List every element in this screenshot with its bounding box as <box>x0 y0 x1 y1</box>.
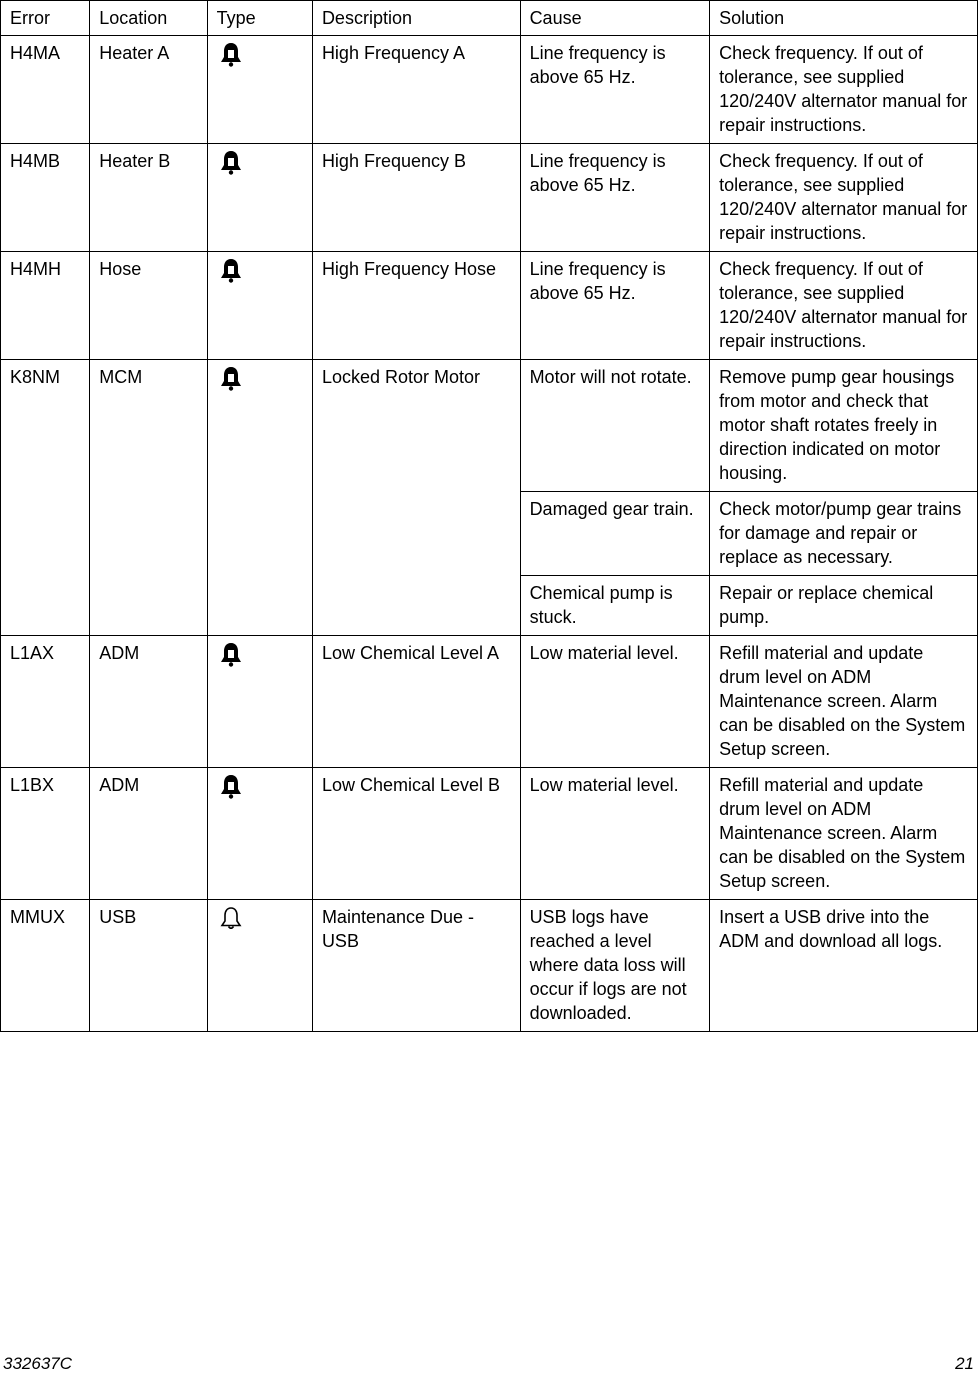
header-solution: Solution <box>710 1 978 36</box>
description: Locked Rotor Motor <box>312 360 520 636</box>
type-cell <box>207 252 312 360</box>
alarm-bell-icon <box>218 149 244 175</box>
advisory-bell-icon <box>218 905 244 931</box>
cause: Motor will not rotate. <box>520 360 710 492</box>
error-code: H4MB <box>1 144 90 252</box>
description: High Frequency B <box>312 144 520 252</box>
table-row <box>1 252 978 360</box>
document-number: 332637C <box>3 1354 73 1373</box>
location: Heater B <box>90 144 207 252</box>
solution: Check frequency. If out of tolerance, see supplied 120/240V alternator manual for repair instructions. <box>710 252 978 360</box>
type-cell <box>207 36 312 144</box>
cause: Line frequency is above 65 Hz. <box>520 252 710 360</box>
solution: Insert a USB drive into the ADM and download all logs. <box>710 900 978 1032</box>
error-code: L1AX <box>1 636 90 768</box>
table-row <box>1 36 978 144</box>
type-cell <box>207 900 312 1032</box>
description: Low Chemical Level A <box>312 636 520 768</box>
cause: USB logs have reached a level where data loss will occur if logs are not downloaded. <box>520 900 710 1032</box>
location: USB <box>90 900 207 1032</box>
error-code: H4MA <box>1 36 90 144</box>
solution: Check frequency. If out of tolerance, see supplied 120/240V alternator manual for repair instructions. <box>710 144 978 252</box>
cause: Line frequency is above 65 Hz. <box>520 144 710 252</box>
alarm-bell-icon <box>218 365 244 391</box>
solution: Remove pump gear housings from motor and check that motor shaft rotates freely in direction indicated on motor housing. <box>710 360 978 492</box>
error-code: H4MH <box>1 252 90 360</box>
header-location: Location <box>90 1 207 36</box>
header-description: Description <box>312 1 520 36</box>
cause: Low material level. <box>520 768 710 900</box>
description: High Frequency Hose <box>312 252 520 360</box>
cause: Line frequency is above 65 Hz. <box>520 36 710 144</box>
location: ADM <box>90 636 207 768</box>
location: Hose <box>90 252 207 360</box>
alarm-bell-icon <box>218 773 244 799</box>
table-row <box>1 900 978 1032</box>
error-code: L1BX <box>1 768 90 900</box>
solution: Check frequency. If out of tolerance, see supplied 120/240V alternator manual for repair instructions. <box>710 36 978 144</box>
table-row <box>1 144 978 252</box>
type-cell <box>207 636 312 768</box>
description: Low Chemical Level B <box>312 768 520 900</box>
solution: Repair or replace chemical pump. <box>710 576 978 636</box>
location: Heater A <box>90 36 207 144</box>
header-type: Type <box>207 1 312 36</box>
solution: Refill material and update drum level on ADM Maintenance screen. Alarm can be disabled on the System Setup screen. <box>710 636 978 768</box>
error-code: K8NM <box>1 360 90 636</box>
solution: Check motor/pump gear trains for damage and repair or replace as necessary. <box>710 492 978 576</box>
table-header-row <box>1 1 978 36</box>
description: Maintenance Due - USB <box>312 900 520 1032</box>
header-cause: Cause <box>520 1 710 36</box>
cause: Low material level. <box>520 636 710 768</box>
description: High Frequency A <box>312 36 520 144</box>
type-cell <box>207 768 312 900</box>
solution: Refill material and update drum level on ADM Maintenance screen. Alarm can be disabled on the System Setup screen. <box>710 768 978 900</box>
header-error: Error <box>1 1 90 36</box>
cause: Damaged gear train. <box>520 492 710 576</box>
alarm-bell-icon <box>218 41 244 67</box>
table-row <box>1 636 978 768</box>
cause: Chemical pump is stuck. <box>520 576 710 636</box>
location: ADM <box>90 768 207 900</box>
alarm-bell-icon <box>218 641 244 667</box>
table-row <box>1 768 978 900</box>
alarm-bell-icon <box>218 257 244 283</box>
error-code: MMUX <box>1 900 90 1032</box>
table-row <box>1 360 978 492</box>
location: MCM <box>90 360 207 636</box>
page-number: 21 <box>955 1354 974 1373</box>
type-cell <box>207 144 312 252</box>
type-cell <box>207 360 312 636</box>
